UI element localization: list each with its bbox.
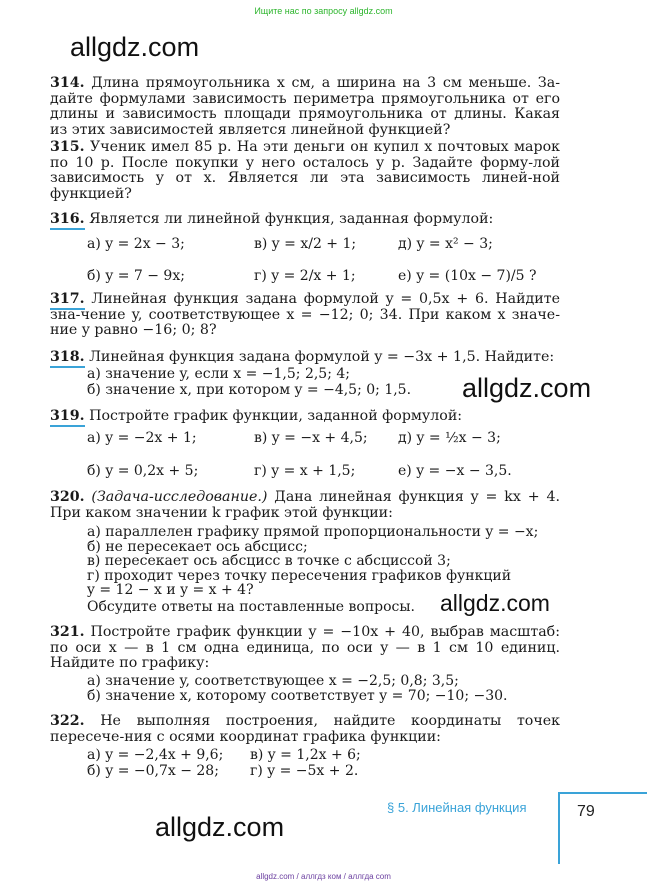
problem-number: 318. [50, 349, 85, 368]
problem-text: Длина прямоугольника x см, а ширина на 3 см меньше. За-дайте формулами зависимость периметра прямоугольника от его длины и зависимость площади прямоугольника от длины. Какая из этих зависимостей является линейной функцией? [50, 75, 560, 138]
option: а) y = −2,4x + 9,6; [87, 747, 224, 763]
option: е) y = −x − 3,5. [398, 463, 512, 479]
problem-text: Линейная функция задана формулой y = 0,5x + 6. Найдите зна-чение y, соответствующее x = −12; 0; 34. При каком x значе-ние y равно −16; 0; 8? [50, 291, 560, 338]
sub-item: б) значение x, которому соответствует y = 70; −10; −30. [87, 688, 508, 704]
problem-number: 322. [50, 713, 85, 729]
sub-item: а) значение y, если x = −1,5; 2,5; 4; [87, 366, 351, 382]
problem-text: Постройте график функции, заданной формулой: [89, 408, 463, 424]
option: а) y = −2x + 1; [87, 430, 197, 446]
closing-text: Обсудите ответы на поставленные вопросы. [87, 599, 415, 615]
problem-number: 317. [50, 291, 85, 310]
problem-314 [50, 76, 560, 138]
sub-item: а) значение y, соответствующее x = −2,5; 0,8; 3,5; [87, 673, 459, 689]
problem-text: Ученик имел 85 р. На эти деньги он купил x почтовых марок по 10 р. После покупки у него осталось y р. Задайте форму-лой зависимость y от x. Является ли эта зависимость линей-ной функцией? [50, 139, 560, 202]
problem-number: 315. [50, 139, 85, 155]
sub-item: y = 12 − x и y = x + 4? [87, 582, 254, 598]
sub-item: а) параллелен графику прямой пропорциональности y = −x; [87, 524, 539, 540]
problem-318 [50, 350, 560, 366]
problem-317 [50, 292, 560, 339]
footer-links[interactable]: allgdz.com / аллгдз ком / аллгда com [256, 872, 391, 881]
option: д) y = x² − 3; [398, 236, 493, 252]
problem-text: Дана линейная функция y = kx + 4. При каком значении k график этой функции: [50, 489, 560, 521]
problem-316 [50, 212, 560, 228]
option: г) y = 2/x + 1; [254, 268, 356, 284]
watermark: allgdz.com [155, 812, 285, 842]
option: в) y = −x + 4,5; [254, 430, 368, 446]
problem-319 [50, 409, 560, 425]
option: в) y = x/2 + 1; [254, 236, 357, 252]
option: в) y = 1,2x + 6; [250, 747, 361, 763]
watermark: allgdz.com [70, 32, 200, 62]
option: б) y = −0,7x − 28; [87, 763, 219, 779]
watermark: allgdz.com [440, 590, 550, 616]
option: а) y = 2x − 3; [87, 236, 185, 252]
sub-item: г) проходит через точку пересечения графиков функций [87, 568, 512, 584]
problem-number: 320. [50, 489, 85, 505]
problem-text: Не выполняя построения, найдите координаты точек пересече-ния с осями координат графика функции: [50, 713, 560, 745]
problem-text: Является ли линейной функция, заданная формулой: [89, 211, 494, 227]
page-divider [558, 792, 560, 864]
sub-item: в) пересекает ось абсцисс в точке с абсциссой 3; [87, 553, 451, 569]
option: б) y = 7 − 9x; [87, 268, 185, 284]
section-title: § 5. Линейная функция [387, 800, 527, 815]
page-divider [558, 792, 647, 794]
page-number: 79 [577, 803, 595, 820]
option: г) y = −5x + 2. [250, 763, 359, 779]
problem-322 [50, 714, 560, 745]
option: б) y = 0,2x + 5; [87, 463, 199, 479]
problem-lead: (Задача-исследование.) [91, 489, 268, 505]
option: е) y = (10x − 7)/5 ? [398, 268, 537, 284]
problem-text: Постройте график функции y = −10x + 40, выбрав масштаб: по оси x — в 1 см одна единица, по оси y — в 1 см 10 единиц. Найдите по графику: [50, 624, 560, 671]
top-search-link[interactable]: Ищите нас по запросу allgdz.com [254, 6, 393, 16]
problem-number: 316. [50, 211, 85, 230]
problem-315 [50, 140, 560, 202]
sub-item: б) значение x, при котором y = −4,5; 0; 1,5. [87, 382, 412, 398]
watermark: allgdz.com [462, 373, 592, 403]
option: г) y = x + 1,5; [254, 463, 356, 479]
problem-321 [50, 625, 560, 672]
problem-number: 321. [50, 624, 85, 640]
problem-number: 314. [50, 75, 85, 91]
problem-number: 319. [50, 408, 85, 427]
problem-320 [50, 490, 560, 521]
option: д) y = ½x − 3; [398, 430, 501, 446]
problem-text: Линейная функция задана формулой y = −3x + 1,5. Найдите: [89, 349, 555, 365]
sub-item: б) не пересекает ось абсцисс; [87, 539, 308, 555]
